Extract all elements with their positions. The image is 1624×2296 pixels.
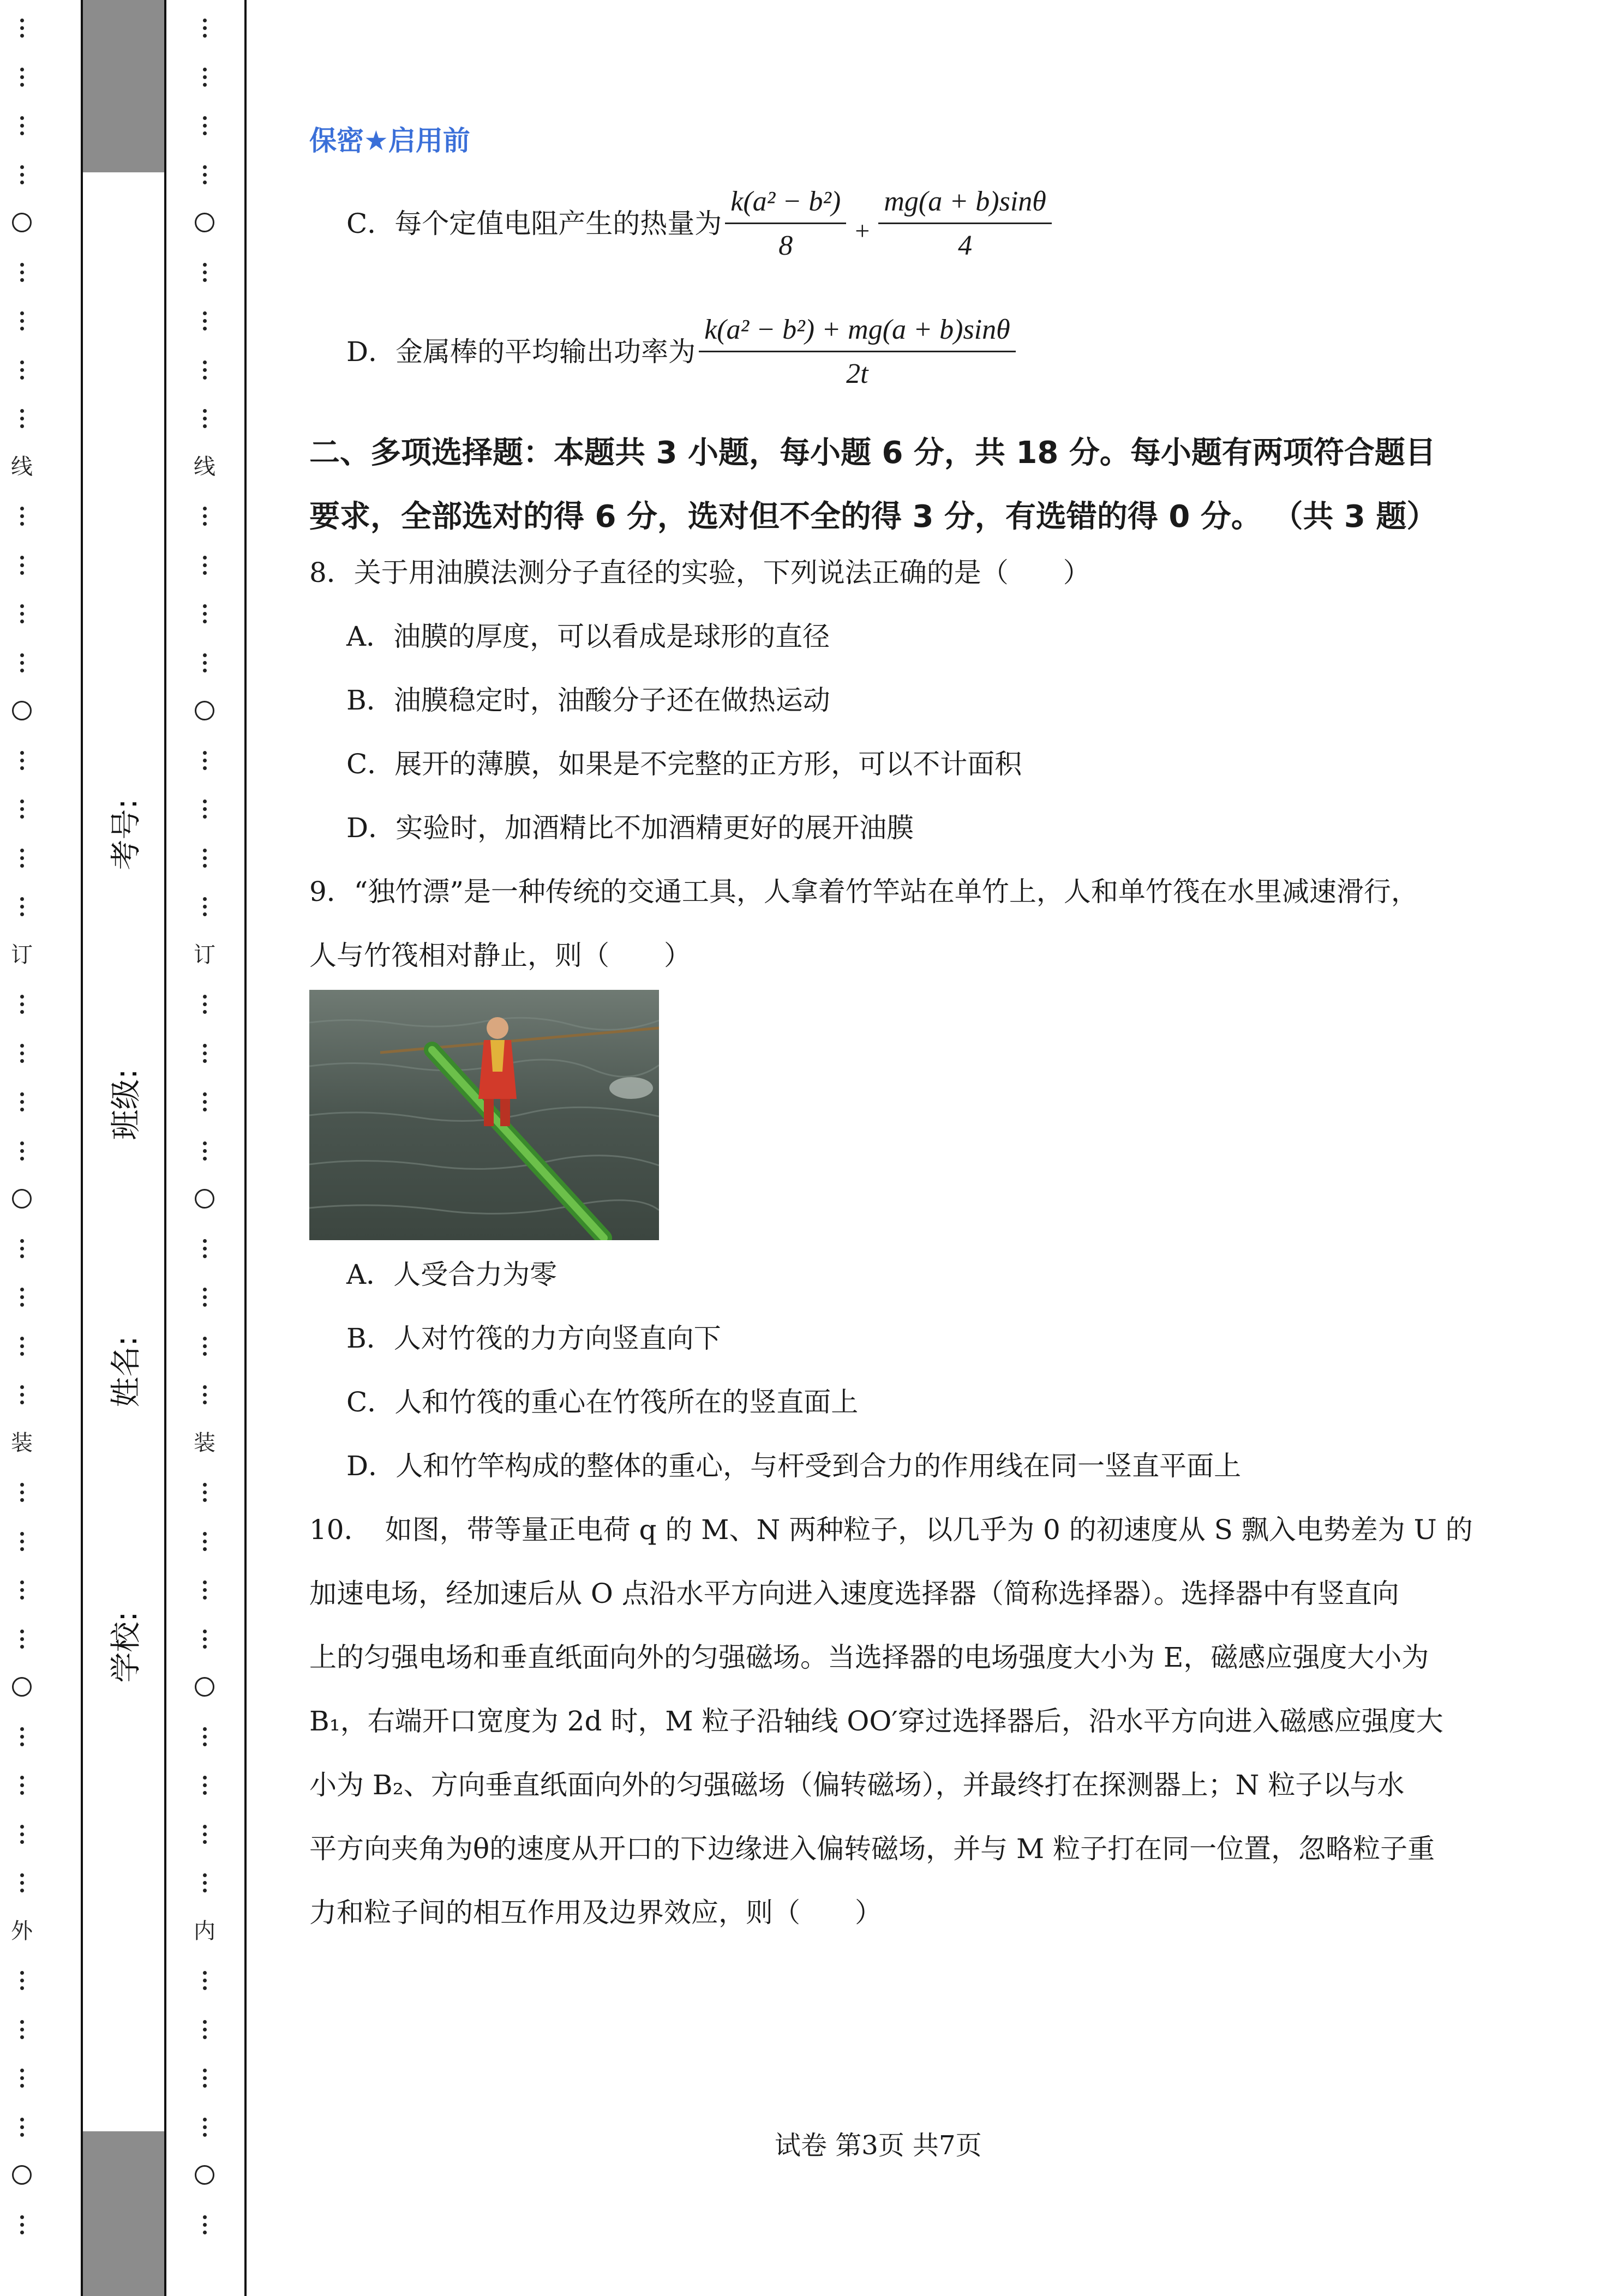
margin-dot (203, 263, 207, 267)
margin-dot (203, 1596, 207, 1600)
margin-dot (20, 1059, 24, 1063)
margin-dot (203, 522, 207, 526)
margin-dot (203, 1889, 207, 1892)
q10-line-2: 加速电场，经加速后从 O 点沿水平方向进入速度选择器（简称选择器）。选择器中有竖直向 (309, 1578, 1399, 1609)
margin-circle-icon (12, 1189, 32, 1209)
margin-dot (203, 1295, 207, 1299)
margin-dot (203, 1776, 207, 1780)
margin-dot (203, 1303, 207, 1307)
margin-dot (203, 1735, 207, 1739)
q9-stem-line-2: 人与竹筏相对静止，则（ ） (309, 940, 691, 971)
margin-dot (203, 1149, 207, 1153)
margin-dot (203, 751, 207, 755)
margin-dot (20, 1735, 24, 1739)
margin-dot (203, 181, 207, 184)
margin-dot (203, 563, 207, 567)
margin-dot (20, 360, 24, 364)
margin-dot (203, 1979, 207, 1982)
margin-label: 订 (11, 942, 33, 967)
margin-dot (20, 131, 24, 135)
fraction-3-denominator: 2t (846, 358, 868, 389)
margin-dot (20, 1596, 24, 1600)
fraction-2-numerator: mg(a + b)sinθ (878, 185, 1052, 224)
margin-dot (203, 1483, 207, 1487)
margin-dot (203, 1490, 207, 1494)
margin-dot (203, 514, 207, 518)
margin-dot (20, 116, 24, 120)
margin-dot (203, 766, 207, 770)
margin-dot (20, 1051, 24, 1055)
margin-dot (20, 2076, 24, 2080)
margin-dot (20, 1873, 24, 1877)
margin-dot (20, 1645, 24, 1649)
margin-dot (203, 995, 207, 999)
margin-circle-icon (12, 701, 32, 720)
margin-dot (20, 327, 24, 330)
margin-label: 装 (11, 1430, 33, 1456)
margin-dot (203, 278, 207, 282)
margin-dot (20, 2118, 24, 2121)
margin-dot (20, 849, 24, 852)
margin-label: 订 (194, 942, 215, 967)
margin-dot (203, 1393, 207, 1397)
margin-dot (20, 124, 24, 128)
fraction-1-numerator: k(a² − b²) (725, 185, 846, 224)
margin-dot (20, 319, 24, 323)
margin-dot (20, 1637, 24, 1641)
margin-dot (203, 653, 207, 657)
margin-dot (20, 1986, 24, 1990)
margin-dot (203, 319, 207, 323)
margin-dot (203, 417, 207, 420)
margin-dot (203, 1247, 207, 1251)
margin-dot (203, 83, 207, 87)
margin-dot (203, 905, 207, 909)
margin-dot (20, 1092, 24, 1096)
margin-dot (203, 800, 207, 803)
margin-dot (20, 1832, 24, 1836)
margin-dot (20, 864, 24, 868)
margin-dot (20, 68, 24, 71)
gray-block-top (83, 0, 164, 172)
margin-dot (203, 1092, 207, 1096)
margin-dot (203, 19, 207, 22)
margin-dot (20, 1010, 24, 1014)
margin-dot (203, 409, 207, 413)
margin-dot (203, 1971, 207, 1975)
margin-dot (20, 26, 24, 30)
margin-dot (20, 1483, 24, 1487)
margin-dot (203, 1337, 207, 1341)
fraction-2 (878, 185, 1052, 262)
q10-line-1: 10． 如图，带等量正电荷 q 的 M、N 两种粒子，以几乎为 0 的初速度从 S 飘入电势差为 U 的 (309, 1514, 1473, 1546)
margin-dot (20, 759, 24, 762)
margin-dot (203, 1254, 207, 1258)
margin-dot (20, 1881, 24, 1885)
margin-label: 装 (194, 1430, 215, 1456)
margin-dot (203, 1532, 207, 1536)
margin-dot (20, 165, 24, 169)
q9-stem-line-1: 9．“独竹漂”是一种传统的交通工具，人拿着竹竿站在单竹上，人和单竹筏在水里减速滑行， (309, 876, 1418, 907)
margin-dot (203, 1986, 207, 1990)
margin-dot (203, 1100, 207, 1104)
name-label: 姓名: (108, 1336, 144, 1408)
margin-dot (20, 417, 24, 420)
plus-sign: + (855, 217, 870, 245)
margin-dot (203, 1637, 207, 1641)
margin-dot (20, 1840, 24, 1844)
margin-dot (20, 83, 24, 87)
margin-dot (203, 173, 207, 177)
fraction-1 (725, 185, 846, 262)
margin-dot (20, 1254, 24, 1258)
margin-dot (203, 2069, 207, 2072)
inner-binding-line (166, 0, 243, 2296)
margin-dot (20, 1344, 24, 1348)
q7-option-c (346, 180, 1055, 267)
fraction-2-denominator: 4 (958, 230, 973, 261)
margin-dot (20, 1776, 24, 1780)
margin-dot (20, 653, 24, 657)
margin-dot (20, 1971, 24, 1975)
margin-dot (203, 1157, 207, 1161)
margin-dot (20, 563, 24, 567)
margin-dot (20, 2223, 24, 2227)
margin-dot (203, 124, 207, 128)
margin-dot (20, 278, 24, 282)
margin-circle-icon (12, 2165, 32, 2185)
margin-dot (203, 807, 207, 811)
page-footer: 试卷 第3页 共7页 (775, 2130, 982, 2161)
margin-circle-icon (195, 1189, 214, 1209)
margin-dot (20, 1239, 24, 1243)
q7-option-c-formula (722, 185, 1055, 262)
margin-dot (203, 1385, 207, 1389)
q7-option-d-formula (696, 314, 1019, 390)
margin-dot (20, 1141, 24, 1145)
margin-dot (20, 1295, 24, 1299)
margin-dot (20, 807, 24, 811)
margin-dot (20, 800, 24, 803)
margin-dot (20, 1889, 24, 1892)
margin-dot (203, 1742, 207, 1746)
margin-dot (20, 522, 24, 526)
margin-dot (203, 661, 207, 665)
q9-option-d: D．人和竹竿构成的整体的重心，与杆受到合力的作用线在同一竖直平面上 (346, 1450, 1242, 1482)
section-2-heading-line-2: 要求，全部选对的得 6 分，选对但不全的得 3 分，有选错的得 0 分。 （共 3 题） (309, 499, 1437, 534)
margin-label: 线 (11, 454, 33, 479)
margin-dot (203, 1401, 207, 1404)
margin-dot (20, 1157, 24, 1161)
margin-dot (203, 1588, 207, 1592)
margin-dot (203, 1783, 207, 1787)
margin-dot (203, 2133, 207, 2137)
margin-dot (20, 1100, 24, 1104)
margin-dot (20, 2133, 24, 2137)
margin-dot (203, 165, 207, 169)
q9-option-b: B．人对竹筏的力方向竖直向下 (346, 1323, 721, 1354)
margin-dot (20, 1401, 24, 1404)
margin-dot (20, 181, 24, 184)
margin-dot (20, 1002, 24, 1006)
margin-dot (20, 1580, 24, 1584)
margin-dot (20, 1303, 24, 1307)
bamboo-rafting-photo (309, 990, 659, 1240)
margin-dot (203, 1352, 207, 1356)
q10-line-7: 力和粒子间的相互作用及边界效应，则（ ） (309, 1897, 882, 1928)
margin-dot (20, 912, 24, 916)
margin-dot (20, 1630, 24, 1633)
margin-dot (203, 1051, 207, 1055)
margin-circle-icon (12, 1677, 32, 1697)
margin-dot (20, 507, 24, 510)
fraction-1-denominator: 8 (778, 230, 793, 261)
q9-option-c: C．人和竹筏的重心在竹筏所在的竖直面上 (346, 1386, 859, 1418)
margin-dot (20, 1588, 24, 1592)
margin-dot (20, 856, 24, 860)
margin-dot (20, 311, 24, 315)
margin-dot (203, 571, 207, 575)
confidential-header: 保密★启用前 (309, 125, 470, 157)
margin-dot (20, 2231, 24, 2234)
fraction-3-numerator: k(a² − b²) + mg(a + b)sinθ (699, 314, 1016, 352)
margin-dot (203, 759, 207, 762)
margin-dot (203, 1840, 207, 1844)
margin-dot (203, 897, 207, 901)
margin-dot (20, 1783, 24, 1787)
fraction-3 (699, 314, 1016, 390)
margin-dot (20, 612, 24, 616)
margin-dot (20, 2084, 24, 2088)
margin-dot (203, 68, 207, 71)
margin-dot (203, 1791, 207, 1795)
margin-dot (203, 1002, 207, 1006)
margin-border-right (244, 0, 247, 2296)
margin-circle-icon (195, 1677, 214, 1697)
margin-dot (203, 2125, 207, 2129)
margin-dot (20, 2035, 24, 2039)
q8-option-a: A．油膜的厚度，可以看成是球形的直径 (346, 621, 830, 652)
margin-dot (203, 368, 207, 372)
margin-dot (203, 2223, 207, 2227)
margin-dot (20, 1385, 24, 1389)
q7-option-c-text: C．每个定值电阻产生的热量为 (346, 208, 722, 239)
margin-dot (20, 1825, 24, 1829)
margin-dot (20, 1532, 24, 1536)
margin-dot (20, 661, 24, 665)
outer-binding-line (0, 0, 44, 2296)
margin-dot (20, 905, 24, 909)
margin-dot (203, 1059, 207, 1063)
student-info-strip (83, 0, 164, 2296)
margin-dot (20, 368, 24, 372)
margin-dot (203, 2028, 207, 2031)
margin-dot (203, 131, 207, 135)
margin-dot (20, 1149, 24, 1153)
margin-dot (20, 2020, 24, 2024)
margin-dot (20, 995, 24, 999)
margin-dot (203, 1288, 207, 1291)
margin-dot (203, 1498, 207, 1502)
margin-dot (203, 2020, 207, 2024)
margin-dot (20, 669, 24, 672)
margin-dot (203, 424, 207, 428)
margin-dot (20, 424, 24, 428)
q8-stem: 8．关于用油膜法测分子直径的实验，下列说法正确的是（ ） (309, 557, 1090, 588)
margin-dot (20, 173, 24, 177)
margin-dot (203, 1141, 207, 1145)
margin-dot (203, 1580, 207, 1584)
margin-dot (203, 1239, 207, 1243)
q8-option-d: D．实验时，加酒精比不加酒精更好的展开油膜 (346, 812, 914, 844)
margin-dot (203, 1044, 207, 1048)
margin-dot (203, 669, 207, 672)
margin-dot (203, 271, 207, 274)
q10-line-6: 平方向夹角为θ的速度从开口的下边缘进入偏转磁场，并与 M 粒子打在同一位置，忽略粒子重 (309, 1833, 1435, 1865)
margin-dot (20, 571, 24, 575)
margin-dot (203, 2215, 207, 2219)
margin-dot (20, 409, 24, 413)
q8-option-b: B．油膜稳定时，油酸分子还在做热运动 (346, 684, 830, 716)
margin-dot (20, 1288, 24, 1291)
margin-dot (20, 514, 24, 518)
margin-dot (20, 815, 24, 819)
margin-dot (20, 271, 24, 274)
margin-dot (20, 2215, 24, 2219)
q9-option-a: A．人受合力为零 (346, 1259, 558, 1290)
margin-dot (20, 19, 24, 22)
margin-dot (20, 263, 24, 267)
q10-line-3: 上的匀强电场和垂直纸面向外的匀强磁场。当选择器的电场强度大小为 E，磁感应强度大小为 (309, 1642, 1429, 1673)
margin-dot (203, 2231, 207, 2234)
margin-dot (20, 1352, 24, 1356)
margin-circle-icon (195, 2165, 214, 2185)
margin-dot (203, 815, 207, 819)
margin-dot (203, 2035, 207, 2039)
margin-dot (203, 912, 207, 916)
q7-option-d (346, 308, 1019, 395)
margin-dot (20, 1490, 24, 1494)
margin-dot (20, 1727, 24, 1731)
margin-dot (20, 766, 24, 770)
margin-dot (20, 1540, 24, 1543)
margin-dot (203, 311, 207, 315)
margin-dot (203, 1832, 207, 1836)
margin-dot (203, 2084, 207, 2088)
margin-dot (20, 75, 24, 79)
class-label: 班级: (108, 1068, 144, 1140)
margin-dot (203, 327, 207, 330)
margin-dot (20, 620, 24, 623)
margin-dot (203, 34, 207, 38)
margin-dot (20, 34, 24, 38)
margin-dot (203, 1010, 207, 1014)
margin-dot (203, 556, 207, 560)
q7-option-d-text: D．金属棒的平均输出功率为 (346, 336, 696, 368)
margin-dot (20, 1247, 24, 1251)
margin-dot (203, 1344, 207, 1348)
margin-dot (203, 360, 207, 364)
school-label: 学校: (108, 1611, 144, 1683)
margin-dot (203, 2118, 207, 2121)
exam-number-label: 考号: (108, 798, 144, 870)
margin-dot (203, 612, 207, 616)
margin-dot (203, 1630, 207, 1633)
margin-label: 外 (11, 1918, 33, 1944)
margin-dot (20, 1791, 24, 1795)
margin-dot (203, 849, 207, 852)
section-2-heading-line-1: 二、多项选择题：本题共 3 小题，每小题 6 分，共 18 分。每小题有两项符合题目 (309, 435, 1436, 471)
margin-dot (203, 116, 207, 120)
margin-dot (203, 604, 207, 608)
margin-dot (20, 1044, 24, 1048)
margin-circle-icon (195, 701, 214, 720)
margin-dot (20, 1108, 24, 1111)
margin-dot (20, 2125, 24, 2129)
margin-dot (20, 376, 24, 380)
margin-dot (20, 1393, 24, 1397)
margin-dot (20, 1337, 24, 1341)
bamboo-rafting-illustration (309, 990, 659, 1240)
margin-dot (203, 620, 207, 623)
margin-dot (203, 1825, 207, 1829)
gray-block-bottom (83, 2131, 164, 2296)
margin-dot (203, 1881, 207, 1885)
margin-dot (20, 1498, 24, 1502)
margin-dot (203, 1108, 207, 1111)
margin-dot (203, 1547, 207, 1551)
margin-circle-icon (195, 213, 214, 232)
q10-line-5: 小为 B₂、方向垂直纸面向外的匀强磁场（偏转磁场），并最终打在探测器上；N 粒子以与水 (309, 1769, 1405, 1801)
margin-dot (203, 507, 207, 510)
margin-dot (203, 1645, 207, 1649)
margin-dot (203, 1727, 207, 1731)
margin-dot (203, 2076, 207, 2080)
q8-option-c: C．展开的薄膜，如果是不完整的正方形，可以不计面积 (346, 748, 1022, 780)
margin-dot (20, 1547, 24, 1551)
margin-dot (20, 897, 24, 901)
margin-dot (20, 604, 24, 608)
margin-dot (20, 751, 24, 755)
margin-dot (203, 1540, 207, 1543)
margin-dot (20, 1742, 24, 1746)
margin-dot (20, 556, 24, 560)
margin-dot (203, 856, 207, 860)
margin-dot (203, 1873, 207, 1877)
margin-dot (203, 376, 207, 380)
margin-label: 线 (194, 454, 215, 479)
margin-dot (203, 26, 207, 30)
margin-dot (20, 2069, 24, 2072)
margin-dot (20, 2028, 24, 2031)
margin-label: 内 (194, 1918, 215, 1944)
margin-dot (203, 864, 207, 868)
margin-dot (20, 1979, 24, 1982)
margin-dot (203, 75, 207, 79)
q10-line-4: B₁，右端开口宽度为 2d 时，M 粒子沿轴线 OO′穿过选择器后，沿水平方向进入磁感应强度大 (309, 1705, 1443, 1737)
margin-circle-icon (12, 213, 32, 232)
